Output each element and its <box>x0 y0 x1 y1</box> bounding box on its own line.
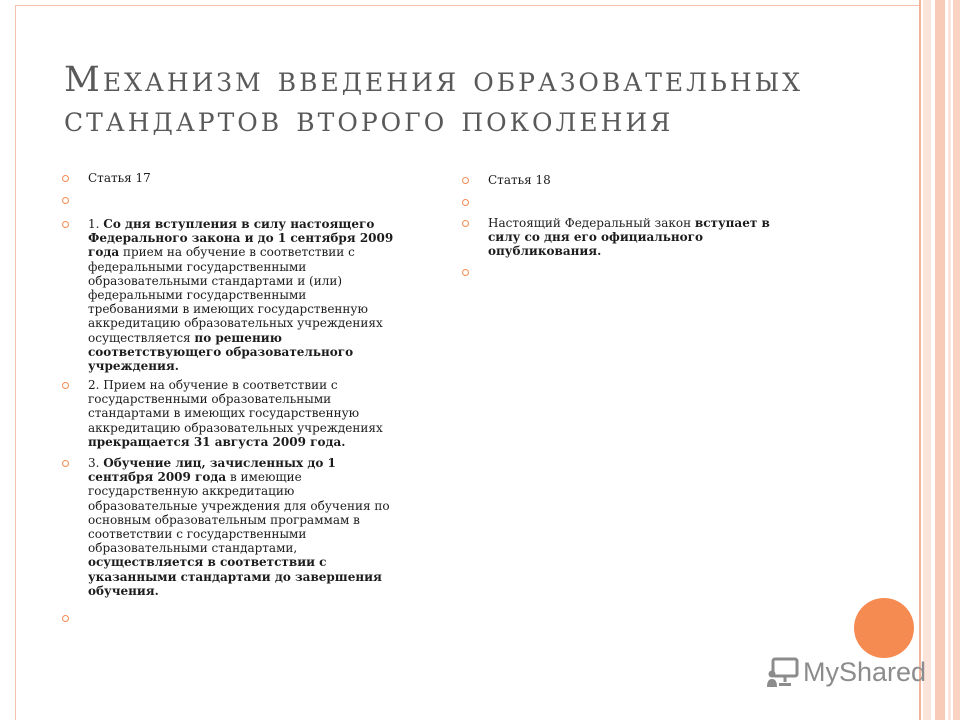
bullet-icon <box>62 175 69 182</box>
text-line <box>88 260 393 274</box>
text-run: 1. <box>88 217 104 231</box>
text-line <box>88 456 390 470</box>
article-18-paragraph <box>488 216 770 259</box>
item-text <box>488 216 770 259</box>
bullet-icon <box>462 177 469 184</box>
text-line <box>88 302 393 316</box>
text-line <box>88 288 393 302</box>
title-line: стандартов второго поколения <box>64 100 674 140</box>
text-line <box>88 513 390 527</box>
item-text <box>488 173 551 187</box>
text-run: осуществляется <box>88 330 195 345</box>
text-line <box>88 406 383 420</box>
text-line <box>88 421 383 435</box>
text-line <box>88 345 393 359</box>
bold-text-run: вступает в <box>694 216 770 230</box>
bold-text-run: указанными стандартами до завершения <box>88 569 382 584</box>
text-run: требованиями в имеющих государственную <box>88 302 368 317</box>
text-line <box>88 378 383 392</box>
text-run: Статья 18 <box>488 173 551 187</box>
bullet-icon <box>62 615 69 622</box>
bold-text-run: соответствующего образовательного <box>88 344 354 359</box>
slide-frame-top <box>15 5 919 6</box>
bold-text-run: по решению <box>194 330 282 345</box>
text-line <box>88 359 393 373</box>
text-line <box>88 331 393 345</box>
bullet-icon <box>462 220 469 227</box>
bold-text-run: сентября 2009 года <box>88 470 227 485</box>
decorative-circle <box>854 598 914 658</box>
text-run: 2. Прием на обучение в соответствии с <box>88 378 338 392</box>
decorative-stripe <box>935 0 945 720</box>
text-line <box>88 570 390 584</box>
clause-3-paragraph <box>88 456 390 598</box>
text-line <box>88 527 390 541</box>
decorative-stripe <box>919 0 921 720</box>
text-line <box>88 274 393 288</box>
text-line <box>488 216 770 230</box>
bold-text-run: силу со дня его официального <box>488 230 704 245</box>
text-run: федеральными государственными <box>88 288 307 303</box>
text-line <box>88 231 393 245</box>
bold-text-run: осуществляется в соответствии с <box>88 555 327 570</box>
text-line <box>88 555 390 569</box>
bold-text-run: Федерального закона и до 1 сентября 2009 <box>88 231 394 246</box>
text-line <box>488 230 770 244</box>
bullet-icon <box>62 460 69 467</box>
text-line <box>88 584 390 598</box>
item-text <box>88 217 393 373</box>
bold-text-run: Со дня вступления в силу настоящего <box>103 217 375 231</box>
text-line <box>88 217 393 231</box>
slide-title <box>64 60 803 140</box>
bullet-icon <box>62 197 69 204</box>
clause-1-paragraph <box>88 217 393 373</box>
text-run: образовательными стандартами и (или) <box>88 273 343 288</box>
text-run: образовательные учреждения для обучения по <box>88 498 390 513</box>
bold-text-run: учреждения. <box>88 359 179 374</box>
text-run: образовательными стандартами, <box>88 541 298 556</box>
text-run: прием на обучение в соответствии с <box>119 245 355 260</box>
text-line <box>88 435 383 449</box>
text-run: Настоящий Федеральный закон <box>488 216 695 230</box>
title-line: Механизм введения образовательных <box>64 60 804 100</box>
article-18-heading <box>488 173 551 187</box>
bold-text-run: прекращается 31 августа 2009 года. <box>88 434 346 449</box>
bold-text-run: года <box>88 245 120 260</box>
decorative-stripe <box>948 0 951 720</box>
text-line <box>88 392 383 406</box>
text-run: аккредитацию образовательных учреждениях <box>88 316 383 331</box>
text-run: стандартами в имеющих государственную <box>88 406 360 421</box>
text-line <box>88 171 151 185</box>
item-text <box>88 171 151 185</box>
text-run: 3. <box>88 456 104 470</box>
item-text <box>88 378 383 449</box>
decorative-stripe <box>923 0 931 720</box>
bold-text-run: обучения. <box>88 583 159 598</box>
bold-text-run: опубликования. <box>488 244 602 259</box>
myshared-logo-icon <box>766 656 800 690</box>
item-text <box>88 456 390 598</box>
text-run: в имеющие <box>226 470 302 485</box>
text-run: основным образовательным программам в <box>88 512 360 527</box>
bullet-icon <box>62 221 69 228</box>
text-run: соответствии с государственными <box>88 527 307 542</box>
clause-2-paragraph <box>88 378 383 449</box>
bold-text-run: Обучение лиц, зачисленных до 1 <box>103 456 336 470</box>
bullet-icon <box>462 269 469 276</box>
text-line <box>88 316 393 330</box>
text-run: государственными образовательными <box>88 392 332 407</box>
text-run: Статья 17 <box>88 171 151 185</box>
bullet-icon <box>462 199 469 206</box>
text-run: аккредитацию образовательных учреждениях <box>88 420 383 435</box>
text-line <box>488 244 770 258</box>
text-line <box>88 470 390 484</box>
text-run: государственную аккредитацию <box>88 484 295 499</box>
text-line <box>88 541 390 555</box>
decorative-stripe <box>953 0 960 720</box>
watermark-text: MyShared <box>803 657 927 687</box>
text-line <box>88 499 390 513</box>
bullet-icon <box>62 382 69 389</box>
slide-frame-left <box>15 5 16 720</box>
text-line <box>88 245 393 259</box>
text-run: федеральными государственными <box>88 259 307 274</box>
text-line <box>488 173 551 187</box>
text-line <box>88 484 390 498</box>
article-17-heading <box>88 171 151 185</box>
